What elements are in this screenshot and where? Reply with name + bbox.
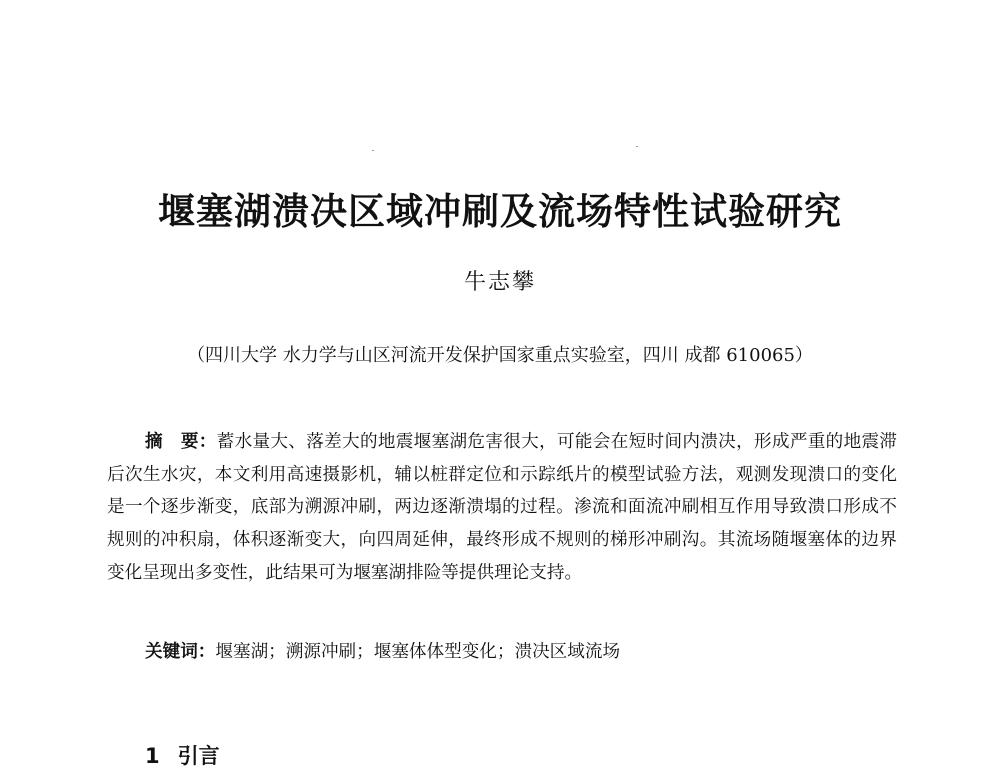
author-affiliation: （四川大学 水力学与山区河流开发保护国家重点实验室，四川 成都 610065） [187,345,813,366]
keywords-text: 堰塞湖；溯源冲刷；堰塞体体型变化；溃决区域流场 [215,642,621,662]
author-name: 牛志攀 [463,270,536,295]
keywords [145,636,905,668]
abstract-text: 蓄水量大、落差大的地震堰塞湖危害很大，可能会在短时间内溃决，形成严重的地震滞后次生水灾，本文利用高速摄影机，辅以桩群定位和示踪纸片的模型试验方法，观测发现溃口的变化是一个逐步渐变，底部为溯源冲刷，两边逐渐溃塌的过程。渗流和面流冲刷相互作用导致溃口形成不规则的冲积扇，体积逐渐变大，向四周延伸，最终形成不规则的梯形冲刷沟。其流场随堰塞体的边界变化呈现出多变性，此结果可为堰塞湖排险等提供理论支持。 [107,432,897,583]
section-number: 1 [145,744,160,768]
abstract [107,426,897,590]
scan-speck [372,150,374,151]
scan-speck [636,146,638,147]
paper-title: 堰塞湖溃决区域冲刷及流场特性试验研究 [158,190,842,233]
abstract-label: 摘 要： [145,432,217,452]
section-title: 引言 [177,744,220,768]
section-heading [145,742,220,770]
keywords-label: 关键词： [145,642,216,662]
